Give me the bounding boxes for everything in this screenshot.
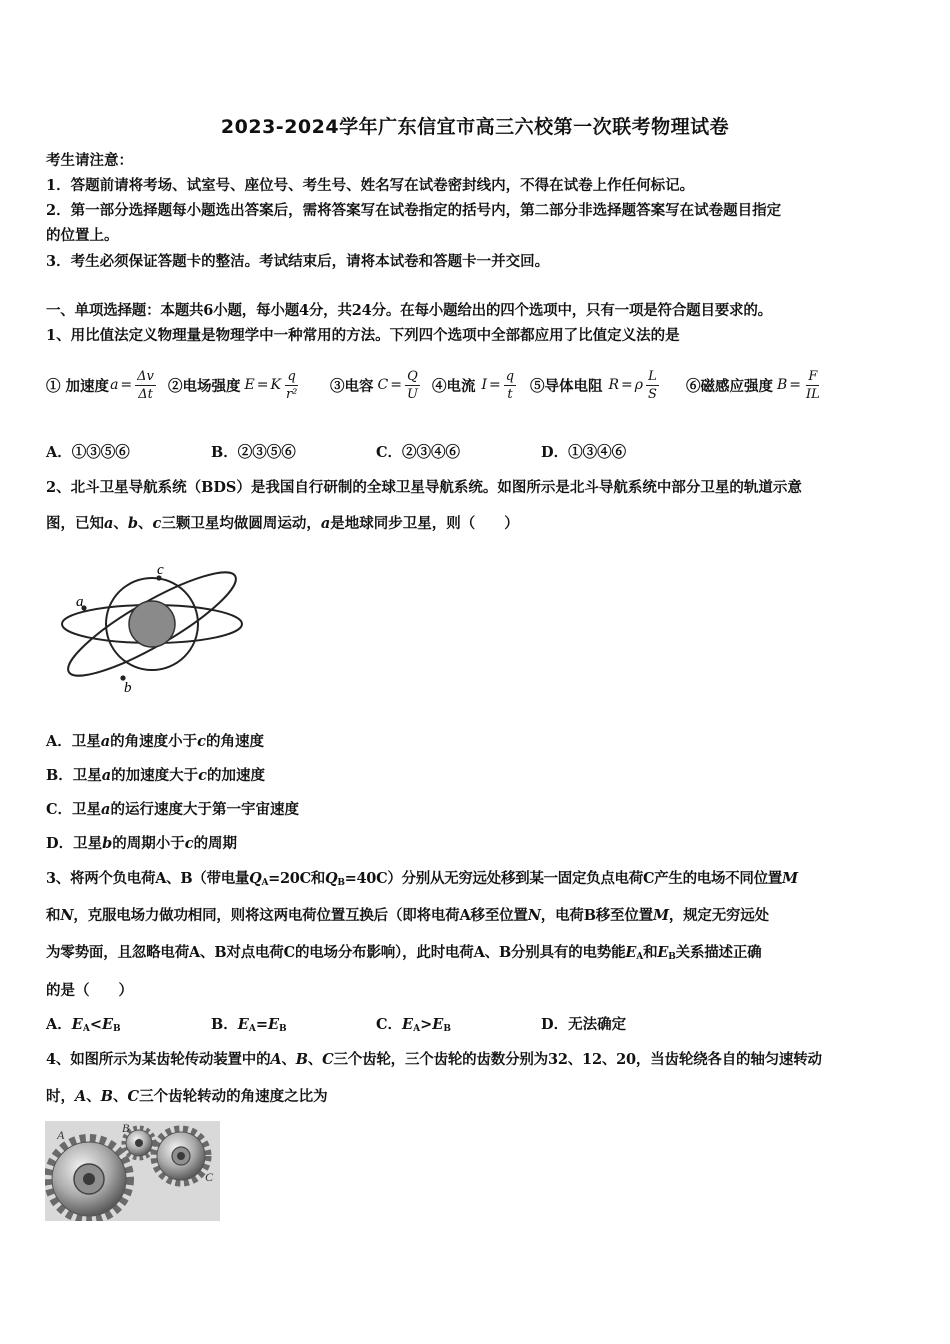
q3-option-d[interactable]: D．无法确定 — [541, 1016, 627, 1033]
formula-lhs: R — [608, 377, 620, 393]
q2-stem-line1: 2、北斗卫星导航系统（BDS）是我国自行研制的全球卫星导航系统。如图所示是北斗导航系统中部分卫星的轨道示意 — [46, 479, 802, 496]
q1-option-c[interactable]: C．②③④⑥ — [376, 444, 461, 461]
q1-formulas — [46, 362, 906, 408]
formula-den: S — [648, 386, 657, 402]
formula-current: ④电流 I = $\frac{q}{t}$ — [432, 368, 515, 402]
q1-options — [46, 443, 746, 463]
q3-stem-line3: 为零势面，且忽略电荷A、B对点电荷C的电场分布影响），此时电荷A、B分别具有的电势能$E_A$和$E_B$关系描述正确 — [46, 944, 762, 962]
gear-diagram — [45, 1121, 220, 1221]
formula-lhs: C — [377, 377, 389, 393]
formula-den: U — [406, 386, 418, 402]
notice-item-3: 3．考生必须保证答题卡的整洁。考试结束后，请将本试卷和答题卡一并交回。 — [46, 253, 550, 270]
q3-option-a[interactable]: A．$E_A<E_B$ — [46, 1016, 121, 1034]
formula-den: r² — [285, 386, 298, 402]
q3-options — [46, 1015, 746, 1035]
formula-label: ②电场强度 — [168, 377, 241, 395]
q3-option-b[interactable]: B．$E_A=E_B$ — [211, 1016, 287, 1034]
q2-stem-line2: 图，已知a、b、c三颗卫星均做圆周运动，a是地球同步卫星，则（ ） — [46, 515, 519, 532]
q3-stem-line2: 和N，克服电场力做功相同，则将这两电荷位置互换后（即将电荷A移至位置N，电荷B移至位置M，规定无穷远处 — [46, 907, 769, 924]
q2-option-b[interactable]: B．卫星a的加速度大于c的加速度 — [46, 767, 266, 784]
formula-label: ⑤导体电阻 — [530, 377, 603, 395]
formula-den: IL — [806, 386, 820, 402]
notice-item-2-cont: 的位置上。 — [46, 227, 119, 244]
label-a: a — [76, 594, 84, 610]
formula-coef: K — [270, 377, 281, 393]
formula-label: ④电流 — [432, 377, 476, 395]
formula-resistance: ⑤导体电阻 R = ρ $\frac{L}{S}$ — [530, 368, 657, 402]
q1-stem: 1、用比值法定义物理量是物理学中一种常用的方法。下列四个选项中全部都应用了比值定义法的是 — [46, 327, 680, 344]
formula-capacitance: ③电容 C = $\frac{Q}{U}$ — [330, 368, 418, 402]
page-title: 2023-2024学年广东信宜市高三六校第一次联考物理试卷 — [220, 116, 730, 138]
formula-label: ⑥磁感应强度 — [686, 377, 773, 395]
gear-label-a: A — [57, 1128, 65, 1142]
q4-stem-line2: 时，A、B、C三个齿轮转动的角速度之比为 — [46, 1088, 328, 1105]
q2-option-a[interactable]: A．卫星a的角速度小于c的角速度 — [46, 733, 264, 750]
gear-c — [154, 1129, 208, 1183]
formula-lhs: I — [481, 377, 488, 393]
formula-den: Δt — [138, 386, 153, 402]
q3-option-c[interactable]: C．$E_A>E_B$ — [376, 1016, 451, 1034]
notice-heading: 考生请注意： — [46, 152, 133, 169]
gear-label-c: C — [205, 1170, 214, 1184]
earth — [129, 601, 175, 647]
formula-num: q — [287, 368, 296, 384]
formula-label: ③电容 — [330, 377, 374, 395]
q1-option-b[interactable]: B．②③⑤⑥ — [211, 444, 296, 461]
label-c: c — [157, 562, 164, 578]
formula-coef: ρ — [634, 377, 644, 393]
formula-num: q — [505, 368, 515, 384]
formula-num: F — [808, 368, 818, 384]
q2-option-d[interactable]: D．卫星b的周期小于c的周期 — [46, 835, 238, 852]
notice-item-1: 1．答题前请将考场、试室号、座位号、考生号、姓名写在试卷密封线内，不得在试卷上作任何标记。 — [46, 177, 695, 194]
formula-den: t — [507, 386, 513, 402]
label-b: b — [124, 680, 132, 696]
notice-item-2: 2．第一部分选择题每小题选出答案后，需将答案写在试卷指定的括号内，第二部分非选择题答案写在试卷题目指定 — [46, 202, 782, 219]
q1-option-d[interactable]: D．①③④⑥ — [541, 444, 627, 461]
gear-label-b: B — [122, 1121, 130, 1135]
formula-lhs: a — [110, 377, 119, 393]
formula-num: L — [648, 368, 657, 384]
formula-num: Q — [407, 368, 418, 384]
formula-electric-field: ②电场强度 E = K $\frac{q}{\text{r²}}$ — [168, 368, 298, 402]
q3-stem-line1: 3、将两个负电荷A、B（带电量$Q_A=20C$和$Q_B=40C$）分别从无穷远处移到某一固定负点电荷C产生的电场不同位置M — [46, 870, 798, 888]
section-heading: 一、单项选择题：本题共6小题，每小题4分，共24分。在每小题给出的四个选项中，只有一项是符合题目要求的。 — [46, 302, 772, 319]
formula-magnetic-field: ⑥磁感应强度 B = $\frac{F}{IL}$ — [686, 368, 820, 402]
formula-lhs: B — [777, 377, 788, 393]
q2-option-c[interactable]: C．卫星a的运行速度大于第一宇宙速度 — [46, 801, 299, 818]
formula-acceleration: ① 加速度 a = $\frac{\Delta v}{\Delta t}$ — [46, 368, 154, 402]
q1-option-a[interactable]: A．①③⑤⑥ — [46, 444, 130, 461]
q4-stem-line1: 4、如图所示为某齿轮传动装置中的A、B、C三个齿轮，三个齿轮的齿数分别为32、12、20，当齿轮绕各自的轴匀速转动 — [46, 1051, 822, 1068]
satellite-orbit-diagram — [56, 556, 266, 698]
q3-stem-line4: 的是（ ） — [46, 982, 133, 999]
formula-label: ① 加速度 — [46, 377, 110, 395]
formula-num: Δv — [137, 368, 154, 384]
formula-lhs: E — [244, 377, 255, 393]
